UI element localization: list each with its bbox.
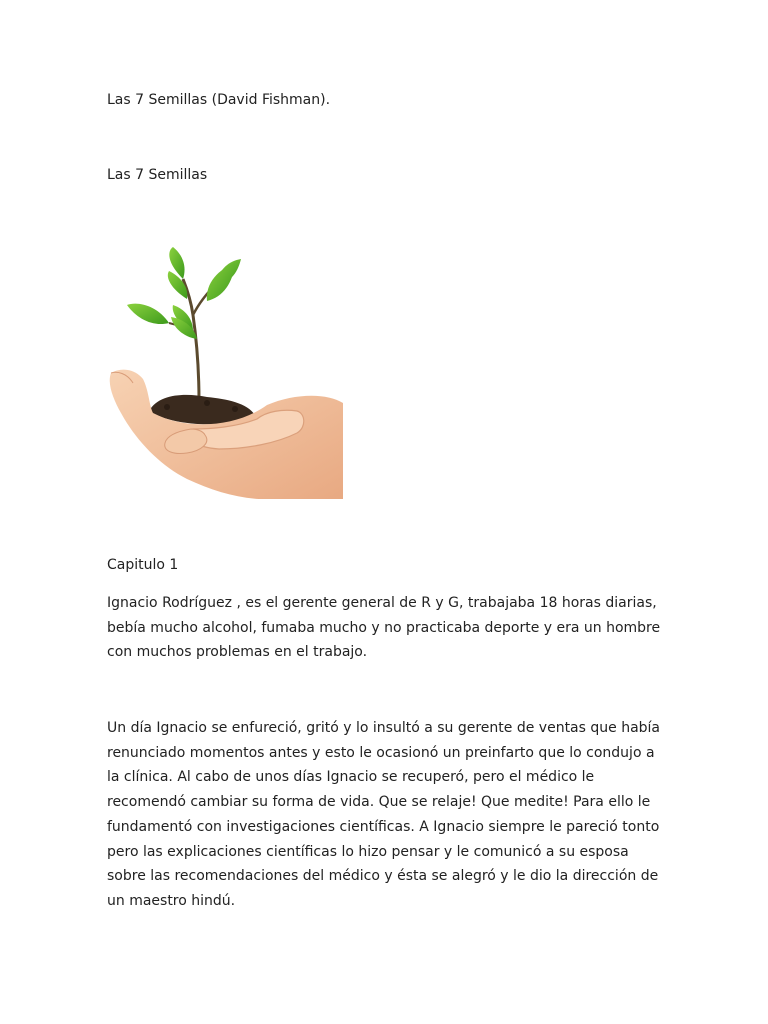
paragraph-line: Ignacio Rodríguez , es el gerente general de R y G, trabajaba 18 horas diarias, (107, 595, 657, 611)
paragraph-line: fundamentó con investigaciones científicas. A Ignacio siempre le pareció tonto (107, 818, 660, 835)
document-subtitle: Las 7 Semillas (107, 167, 208, 183)
paragraph-line: con muchos problemas en el trabajo. (107, 644, 368, 661)
document-title: Las 7 Semillas (David Fishman). (107, 92, 331, 108)
paragraph-line: sobre las recomendaciones del médico y ésta se alegró y le dio la dirección de (107, 868, 659, 885)
paragraph-line: recomendó cambiar su forma de vida. Que se relaje! Que medite! Para ello le (107, 794, 651, 811)
paragraph-line: un maestro hindú. (107, 892, 236, 909)
seedling-in-hand-icon (107, 243, 343, 499)
paragraph-2 (107, 716, 667, 914)
paragraph-line: renunciado momentos antes y esto le ocasionó un preinfarto que lo condujo a (107, 744, 655, 761)
paragraph-line: la clínica. Al cabo de unos días Ignacio se recuperó, pero el médico le (107, 769, 595, 786)
paragraph-line: Un día Ignacio se enfureció, gritó y lo insultó a su gerente de ventas que había (107, 720, 661, 736)
paragraph-1 (107, 591, 667, 665)
chapter-heading: Capitulo 1 (107, 557, 179, 573)
paragraph-line: pero las explicaciones científicas lo hizo pensar y le comunicó a su esposa (107, 843, 629, 860)
paragraph-line: bebía mucho alcohol, fumaba mucho y no practicaba deporte y era un hombre (107, 619, 661, 636)
